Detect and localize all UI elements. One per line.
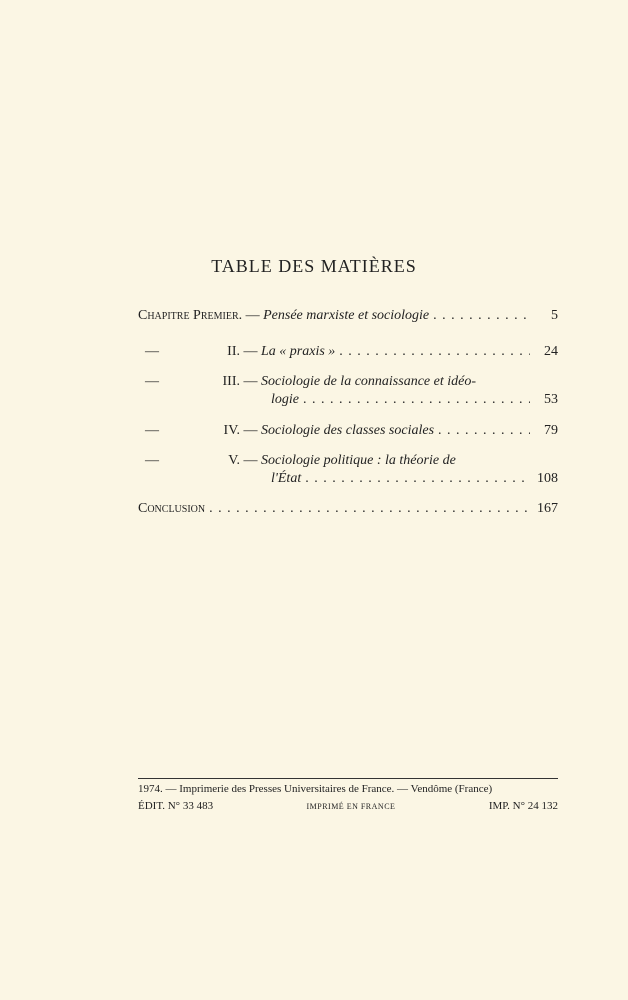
dot-leader — [438, 423, 530, 439]
dot-leader — [305, 471, 530, 487]
toc-entry-chapter-1 — [138, 308, 558, 324]
toc-entry-chapter-2 — [138, 344, 558, 360]
chapter-title-line-1: Sociologie politique : la théorie de — [261, 453, 456, 468]
page-number: 79 — [544, 423, 558, 438]
separator: — — [240, 374, 261, 389]
dash: — — [145, 453, 159, 468]
dot-leader — [303, 392, 530, 408]
chapter-title: La « praxis » — [261, 344, 336, 359]
dot-leader — [339, 344, 530, 360]
chapter-title-line-2: l'État — [271, 471, 302, 486]
printer-line: 1974. — Imprimerie des Presses Universitaires de France. — Vendôme (France) — [138, 783, 493, 795]
page-number: 108 — [537, 471, 558, 486]
toc-entry-chapter-3 — [138, 374, 558, 408]
chapter-number: III. — [222, 374, 240, 389]
dash: — — [145, 423, 159, 438]
page-number: 5 — [551, 308, 558, 323]
chapter-title: Sociologie des classes sociales — [261, 423, 435, 438]
dash: — — [145, 344, 159, 359]
dash: — — [145, 374, 159, 389]
chapter-number: V. — [228, 453, 240, 468]
separator: — — [240, 423, 261, 438]
page-number: 53 — [544, 392, 558, 407]
conclusion-label: Conclusion — [138, 501, 206, 516]
chapter-title: Pensée marxiste et sociologie — [263, 308, 430, 323]
chapter-number: IV. — [223, 423, 240, 438]
page-number: 167 — [537, 501, 558, 516]
page-number: 24 — [544, 344, 558, 359]
dot-leader — [433, 308, 530, 324]
toc-entry-chapter-4 — [138, 423, 558, 439]
printer-colophon — [138, 778, 558, 815]
dot-leader — [209, 501, 530, 517]
separator: — — [240, 453, 261, 468]
chapter-label: Chapitre Premier. — [138, 308, 243, 323]
divider — [138, 778, 558, 779]
chapter-title-line-2: logie — [271, 392, 299, 407]
edition-number: ÉDIT. N° 33 483 — [138, 800, 214, 812]
separator: — — [240, 344, 261, 359]
toc-entry-chapter-5 — [138, 453, 558, 487]
chapter-title-line-1: Sociologie de la connaissance et idéo- — [261, 374, 476, 389]
print-number: IMP. N° 24 132 — [488, 800, 558, 812]
toc-entry-conclusion — [138, 501, 558, 517]
chapter-number: II. — [227, 344, 240, 359]
printed-in-france: IMPRIMÉ EN FRANCE — [306, 802, 396, 811]
page-title: TABLE DES MATIÈRES — [211, 256, 417, 276]
separator: — — [242, 308, 264, 323]
